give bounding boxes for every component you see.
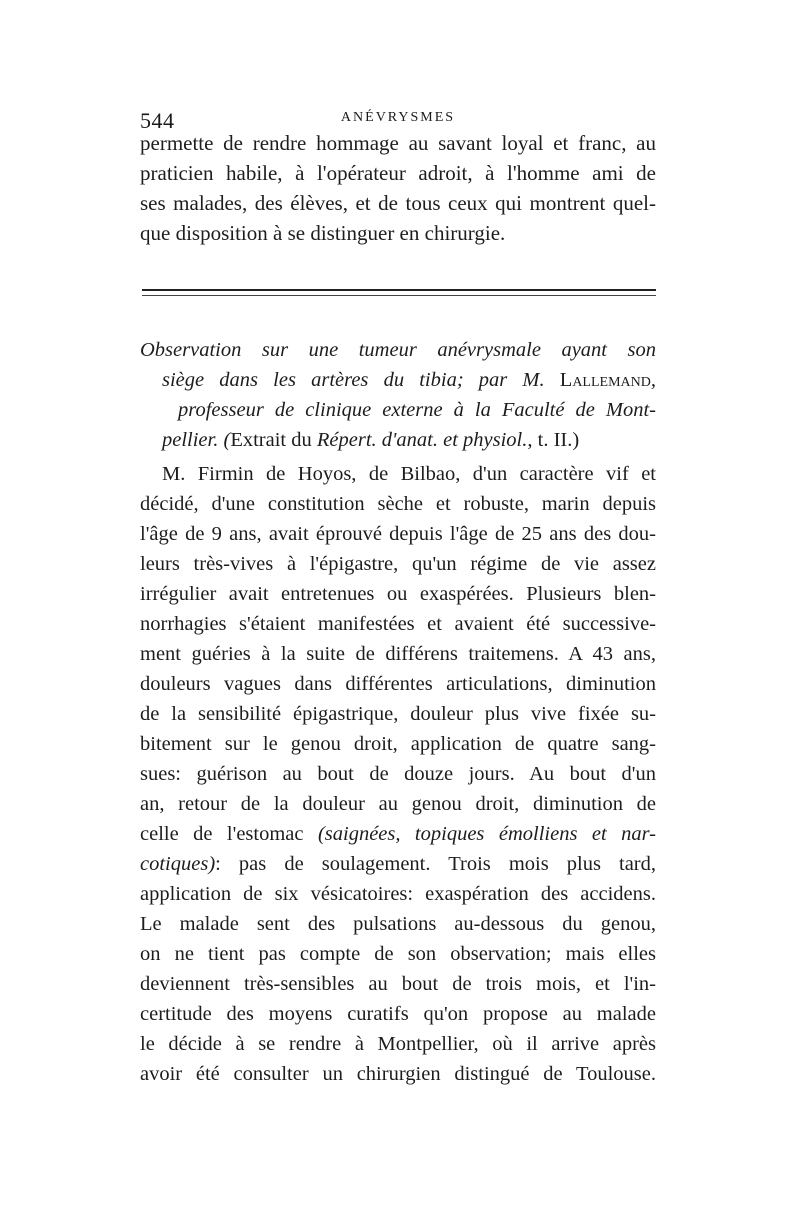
text-line: avoir été consulter un chirurgien distingué de Toulouse. bbox=[140, 1063, 656, 1085]
text-line: douleurs vagues dans différentes articulations, diminution bbox=[140, 673, 656, 695]
page-number: 544 bbox=[140, 108, 175, 133]
section-divider-rule bbox=[142, 289, 656, 296]
text-line: M. Firmin de Hoyos, de Bilbao, d'un caractère vif et bbox=[162, 463, 656, 485]
source-title: Répert. d'anat. et physiol. bbox=[316, 429, 528, 451]
text-line: leurs très-vives à l'épigastre, qu'un régime de vie assez bbox=[140, 553, 656, 575]
source-prefix: Extrait du bbox=[230, 429, 317, 451]
text-line: Le malade sent des pulsations au-dessous du genou, bbox=[140, 913, 656, 935]
text-line: an, retour de la douleur au genou droit, diminution de bbox=[140, 793, 656, 815]
source-volume: , t. II.) bbox=[527, 429, 580, 451]
heading-text: siège dans les artères du tibia; par M. bbox=[162, 369, 560, 391]
heading-line bbox=[140, 425, 656, 455]
heading-text: pellier. ( bbox=[162, 429, 231, 451]
text-line: irrégulier avait entretenues ou exaspérées. Plusieurs blen- bbox=[140, 583, 656, 605]
text-line: ses malades, des élèves, et de tous ceux qui montrent quel- bbox=[140, 191, 656, 215]
intro-paragraph bbox=[140, 128, 656, 248]
body-paragraph bbox=[140, 459, 656, 1089]
text-line: sues: guérison au bout de douze jours. Au bout d'un bbox=[140, 763, 656, 785]
text-line: praticien habile, à l'opérateur adroit, à l'homme ami de bbox=[140, 161, 656, 185]
text-line: norrhagies s'étaient manifestées et avaient été successive- bbox=[140, 613, 656, 635]
text-line: on ne tient pas compte de son observation; mais elles bbox=[140, 943, 656, 965]
author-name: Lallemand bbox=[559, 369, 651, 391]
text-line bbox=[140, 819, 656, 849]
text-line: ment guéries à la suite de différens traitemens. A 43 ans, bbox=[140, 643, 656, 665]
heading-line: professeur de clinique externe à la Faculté de Mont- bbox=[178, 399, 656, 421]
text-line: application de six vésicatoires: exaspération des accidens. bbox=[140, 883, 656, 905]
text-segment: celle de l'estomac bbox=[140, 823, 318, 845]
text-line: bitement sur le genou droit, application de quatre sang- bbox=[140, 733, 656, 755]
italic-segment: cotiques) bbox=[140, 853, 216, 875]
text-line: certitude des moyens curatifs qu'on propose au malade bbox=[140, 1003, 656, 1025]
text-line: de la sensibilité épigastrique, douleur plus vive fixée su- bbox=[140, 703, 656, 725]
running-title: ANÉVRYSMES bbox=[340, 110, 456, 125]
article-heading bbox=[140, 335, 656, 455]
text-line: le décide à se rendre à Montpellier, où il arrive après bbox=[140, 1033, 656, 1055]
text-line: que disposition à se distinguer en chirurgie. bbox=[140, 221, 506, 245]
text-line: permette de rendre hommage au savant loyal et franc, au bbox=[140, 131, 656, 155]
text-line: l'âge de 9 ans, avait éprouvé depuis l'âge de 25 ans des dou- bbox=[140, 523, 656, 545]
text-segment: : pas de soulagement. Trois mois plus tard, bbox=[215, 853, 656, 875]
heading-text: , bbox=[650, 369, 656, 391]
text-line bbox=[140, 849, 656, 879]
italic-segment: (saignées, topiques émolliens et nar- bbox=[317, 823, 656, 845]
heading-line: Observation sur une tumeur anévrysmale ayant son bbox=[140, 339, 656, 361]
heading-line bbox=[140, 365, 656, 395]
text-line: décidé, d'une constitution sèche et robuste, marin depuis bbox=[140, 493, 656, 515]
text-line: deviennent très-sensibles au bout de trois mois, et l'in- bbox=[140, 973, 656, 995]
